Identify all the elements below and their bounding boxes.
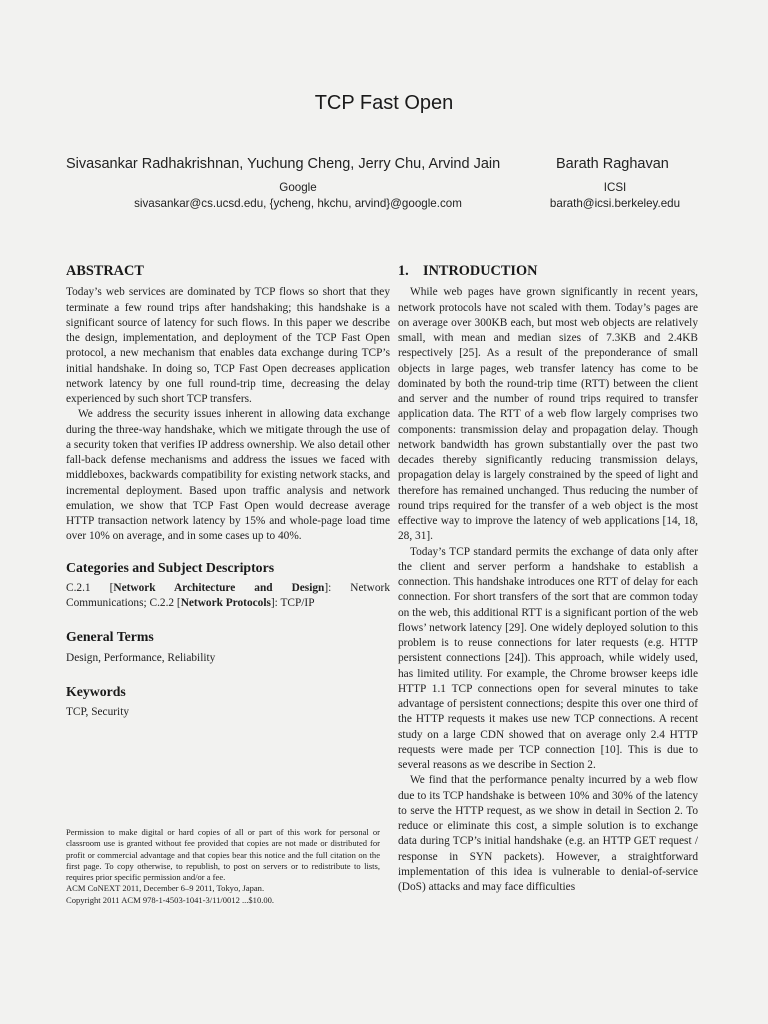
general-terms-heading: General Terms bbox=[66, 629, 154, 645]
affiliation-google-emails: sivasankar@cs.ucsd.edu, {ycheng, hkchu, arvind}@google.com bbox=[134, 197, 462, 210]
abstract-paragraph-2: We address the security issues inherent in allowing data exchange during the three-way handshake, which we mitigate through the use of a security token that verifies IP address ownership. We also detail other fall-back defense mechanisms and address the issues we faced with middleboxes, backwards compatibility for existing network stacks, and incremental deployment. Based upon traffic analysis and network emulation, we show that TCP Fast Open would decrease average HTTP transaction network latency by 15% and whole-page load time over 10% on average, and in some cases up to 40%. bbox=[66, 408, 390, 543]
abstract-paragraph-1: Today’s web services are dominated by TCP flows so short that they terminate a few round trips after handshaking; this handshake is a significant source of latency for such flows. In this paper we describe the design, implementation, and deployment of the TCP Fast Open protocol, a new mechanism that enables data exchange during TCP’s initial handshake. In doing so, TCP Fast Open decreases application network latency by one full round-trip time, decreasing the delay experienced by such short TCP transfers. bbox=[66, 286, 390, 405]
categories-heading: Categories and Subject Descriptors bbox=[66, 559, 275, 575]
permission-footnote bbox=[66, 827, 380, 906]
abstract-heading: ABSTRACT bbox=[66, 263, 144, 279]
introduction-paragraph-2: Today’s TCP standard permits the exchange of data only after the client and server perform a handshake to establish a connection. This handshake introduces one RTT of delay for each connection. For short transfers of the sort that are common today on the web, this additional RTT is a significant portion of the web flows’ network latency [29]. One widely deployed solution to this problem is to reuse connections for later requests (e.g. HTTP persistent connections [24]). This approach, while widely used, has limited utility. For example, the Chrome browser keeps idle HTTP 1.1 TCP connections open for several minutes to take advantage of persistent connections; despite this over one third of the HTTP requests it makes use new TCP connections. A recent study on a large CDN showed that on average only 2.4 HTTP requests were made per TCP connection [10]. This is due to several reasons as we describe in Section 2. bbox=[398, 545, 698, 771]
affiliation-icsi-org: ICSI bbox=[603, 181, 627, 194]
affiliation-icsi bbox=[540, 180, 690, 212]
affiliation-google-org: Google bbox=[279, 181, 317, 194]
right-column bbox=[398, 264, 698, 895]
category-2-name: Network Protocols bbox=[180, 597, 271, 609]
introduction-paragraph-1: While web pages have grown significantly in recent years, network protocols have not scaled with them. Today’s pages are on average over 300KB each, but most web objects are relatively small, with mean and median sizes of 7.3KB and 2.4KB respectively [25]. As a result of the preponderance of small objects in large pages, web transfer latency has come to be dominated by both the round-trip time (RTT) between the client and server and the number of round trips required to transfer application data. The RTT of a web flow largely comprises two components: transmission delay and propagation delay. Though network bandwidth has grown substantially over the past two decades thereby significantly reducing transmission delays, propagation delay is largely constrained by the speed of light and therefore has remained unchanged. Thus reducing the number of round trips required for the transfer of a web object is the most effective way to improve the latency of web applications [14, 18, 28, 31]. bbox=[398, 286, 698, 543]
categories-text bbox=[66, 581, 390, 612]
introduction-heading: 1. INTRODUCTION bbox=[398, 263, 538, 279]
category-2-rest: ]: TCP/IP bbox=[270, 597, 315, 609]
introduction-paragraph-3: We find that the performance penalty incurred by a web flow due to its TCP handshake is between 10% and 30% of the latency to serve the HTTP request, as we show in detail in Section 2. To reduce or eliminate this cost, a simple solution is to exchange data during TCP’s initial handshake (e.g. an HTTP GET request / response in SYN packets). However, a straightforward implementation of this idea is vulnerable to denial-of-service (DoS) attacks and may face difficulties bbox=[398, 774, 698, 893]
keywords-text: TCP, Security bbox=[66, 706, 130, 718]
category-1-code: C.2.1 [ bbox=[66, 581, 114, 594]
general-terms-text: Design, Performance, Reliability bbox=[66, 651, 216, 664]
authors-google: Sivasankar Radhakrishnan, Yuchung Cheng, Jerry Chu, Arvind Jain bbox=[66, 156, 501, 172]
conference-info: ACM CoNEXT 2011, December 6–9 2011, Tokyo, Japan. bbox=[66, 883, 265, 894]
category-1-name: Network Architecture and Design bbox=[113, 581, 325, 594]
affiliation-google bbox=[100, 180, 496, 212]
permission-notice: Permission to make digital or hard copies of all or part of this work for personal or classroom use is granted without fee provided that copies are not made or distributed for profit or commercial advantage and that copies bear this notice and the full citation on the first page. To copy otherwise, to republish, to post on servers or to redistribute to lists, requires prior specific permission and/or a fee. bbox=[66, 827, 380, 883]
affiliation-icsi-email: barath@icsi.berkeley.edu bbox=[549, 197, 681, 210]
copyright-line: Copyright 2011 ACM 978-1-4503-1041-3/11/0012 ...$10.00. bbox=[66, 894, 275, 905]
paper-title: TCP Fast Open bbox=[314, 92, 454, 114]
author-icsi: Barath Raghavan bbox=[556, 156, 669, 172]
keywords-heading: Keywords bbox=[66, 683, 126, 699]
category-1-rest: ]: Network Communications; C.2.2 [ bbox=[66, 581, 390, 609]
left-column bbox=[66, 264, 390, 720]
